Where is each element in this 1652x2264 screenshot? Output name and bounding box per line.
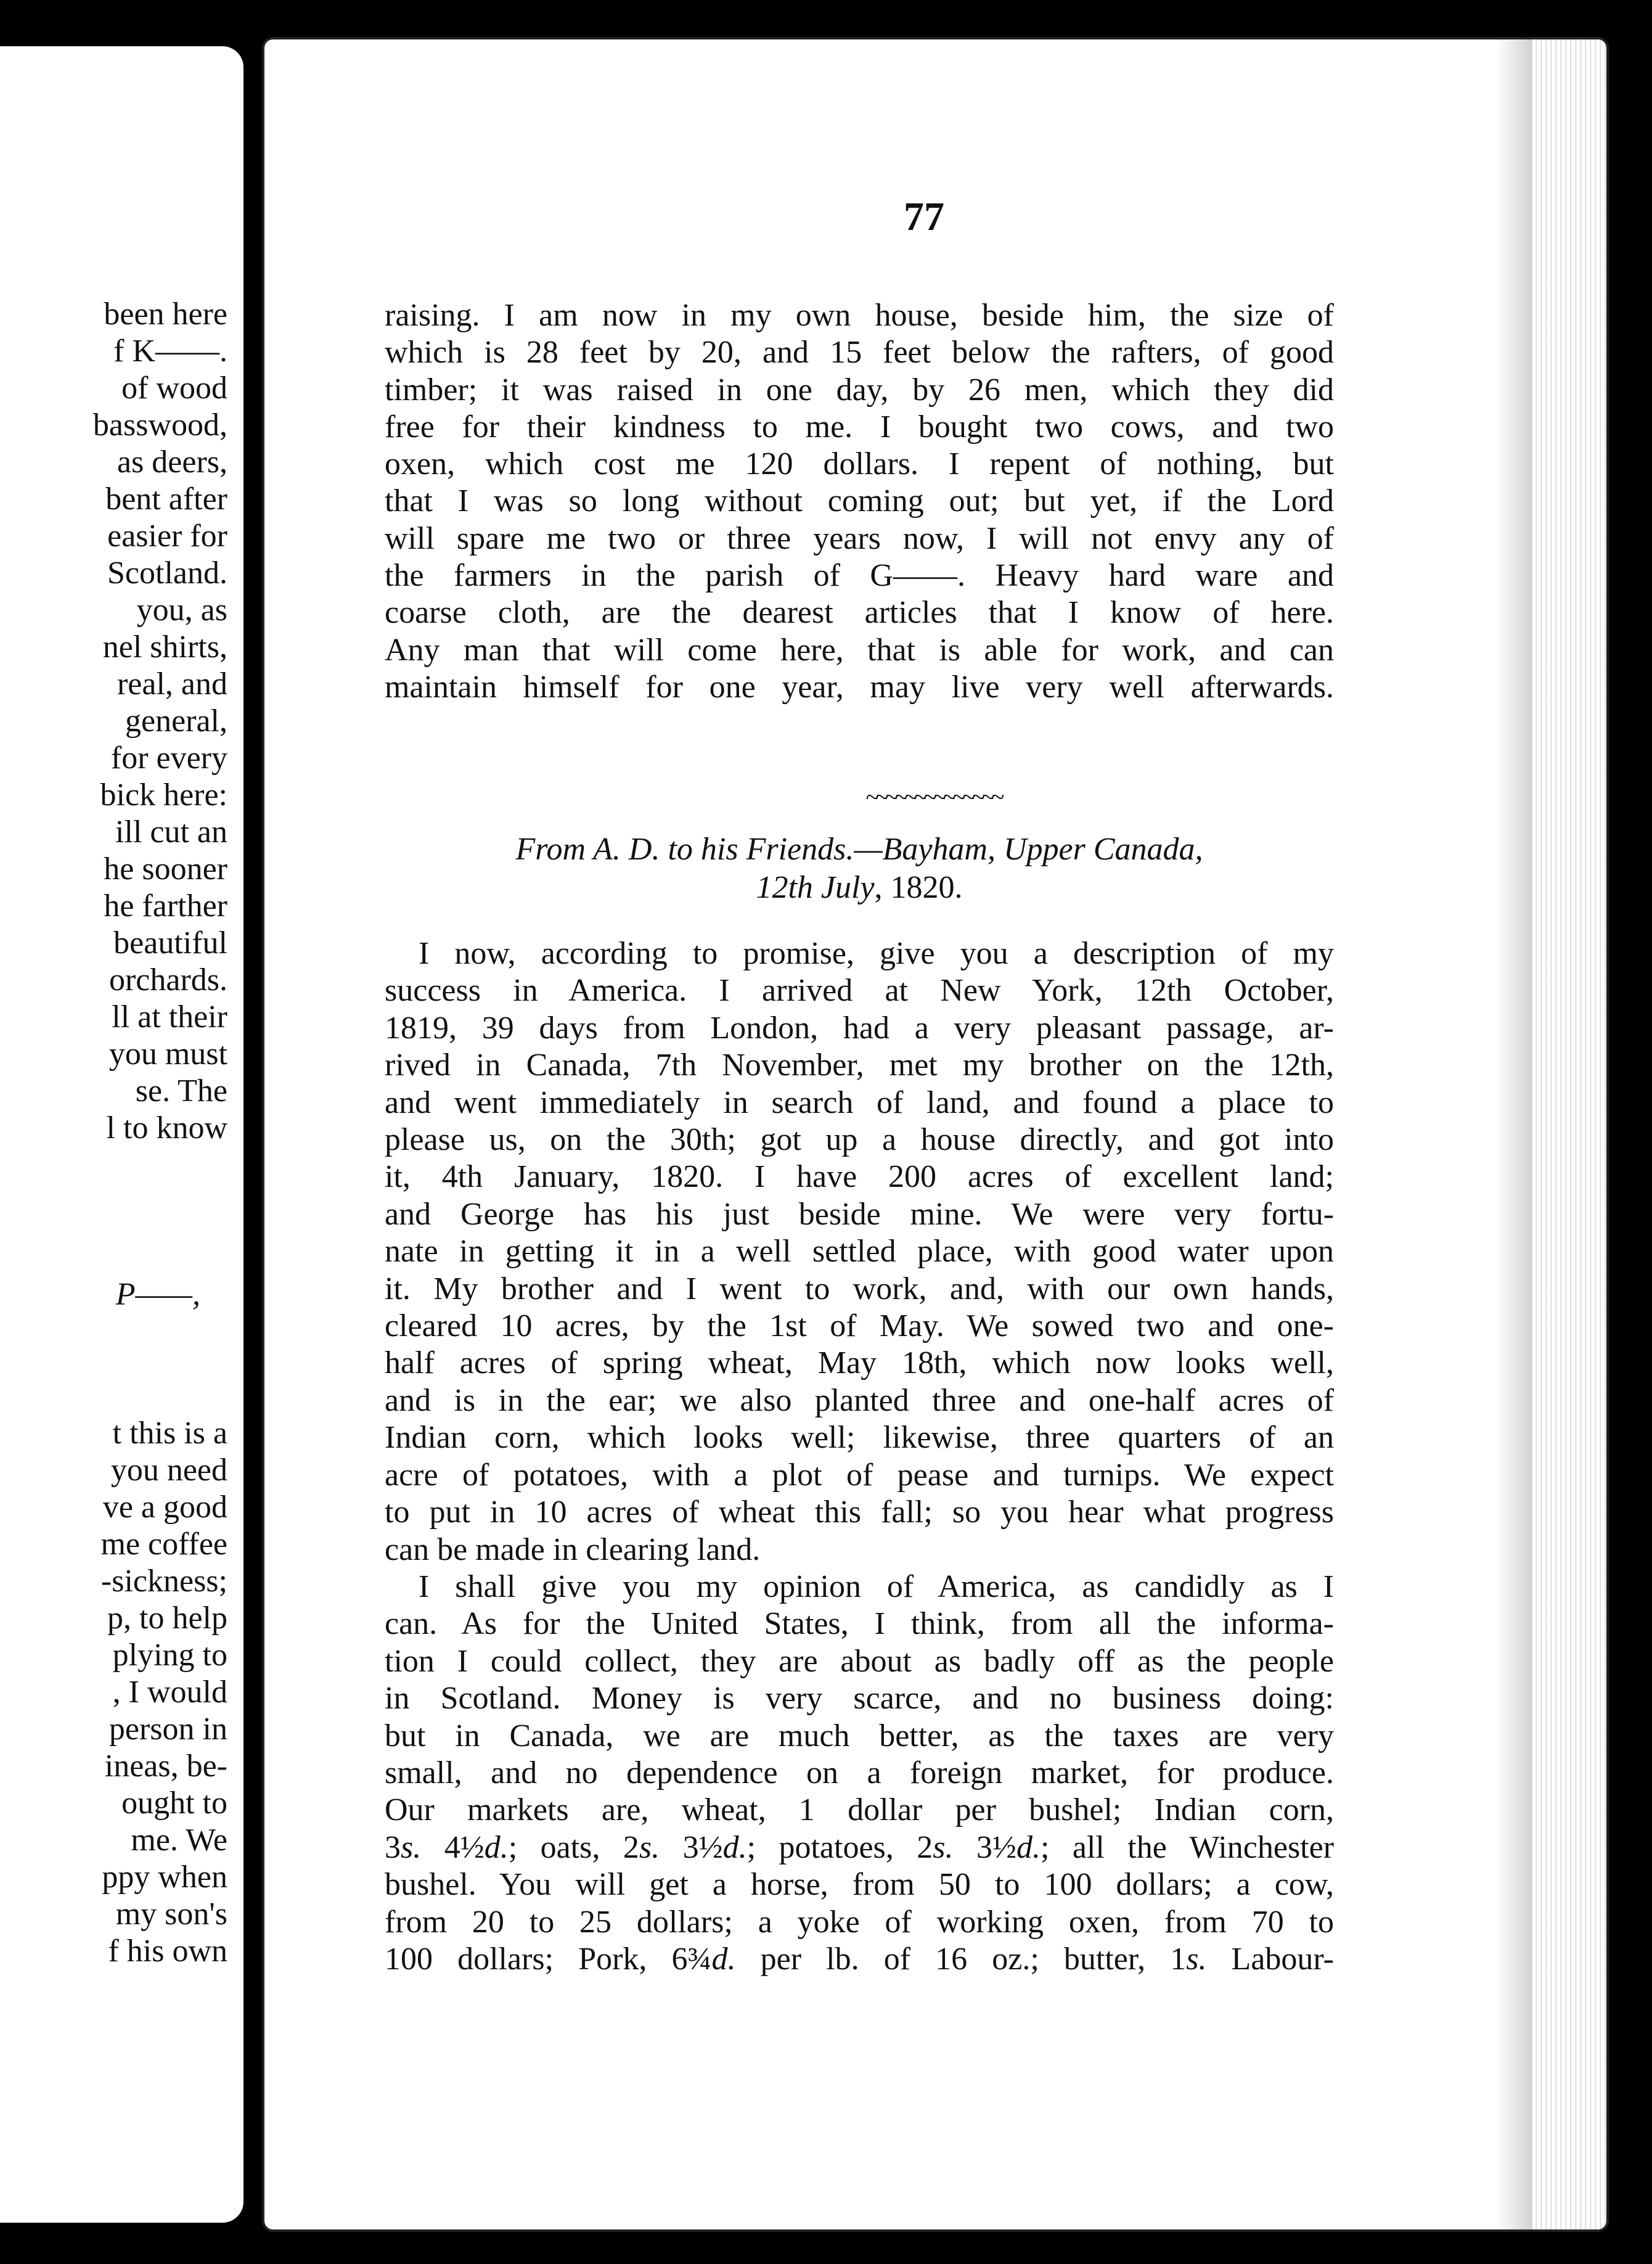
left-page-line: you, as [136, 593, 227, 628]
left-page-line: real, and [117, 666, 227, 702]
left-page-line: he sooner [104, 851, 227, 887]
left-page-line: t this is a [112, 1416, 227, 1451]
letter-year: , 1820. [874, 870, 963, 905]
price-text: Labour- [1206, 1941, 1334, 1977]
text-line: the farmers in the parish of G——. Heavy hard ware and [385, 558, 1334, 594]
letter-heading-line-2 [385, 869, 1334, 907]
text-line: timber; it was raised in one day, by 26 men, which they did [385, 372, 1334, 408]
text-line: Indian corn, which looks well; likewise, three quarters of an [385, 1420, 1334, 1456]
text-line: oxen, which cost me 120 dollars. I repent of nothing, but [385, 446, 1334, 482]
price-text: 100 dollars; Pork, 6¾ [385, 1941, 712, 1977]
price-text: per lb. of 16 oz.; butter, 1 [735, 1941, 1187, 1977]
left-page-line: me coffee [100, 1527, 227, 1562]
shilling-abbrev: s. [1186, 1941, 1207, 1977]
text-line: Any man that will come here, that is able for work, and can [385, 632, 1334, 668]
shilling-abbrev: s. [933, 1829, 954, 1865]
left-page-line: orchards. [108, 962, 227, 998]
text-line: to put in 10 acres of wheat this fall; so you hear what progress [385, 1495, 1334, 1530]
left-page-line: , I would [112, 1675, 227, 1710]
left-page-line: as deers, [117, 445, 227, 480]
price-text: 3½ [660, 1829, 723, 1865]
left-page-line: ought to [121, 1786, 227, 1821]
page-edge-shadow [1495, 39, 1532, 2229]
left-page-line: Scotland. [107, 556, 227, 591]
text-line-final [385, 1941, 1334, 1978]
text-line: raising. I am now in my own house, beside him, the size of [385, 298, 1334, 333]
left-page-line: plying to [112, 1638, 227, 1673]
main-page [262, 37, 1609, 2232]
text-line: small, and no dependence on a foreign market, for produce. [385, 1755, 1334, 1790]
pence-abbrev: d. [711, 1941, 736, 1977]
left-page-line: -sickness; [100, 1564, 227, 1599]
left-page-line: ill cut an [115, 814, 227, 850]
text-line: I shall give you my opinion of America, as candidly as I [419, 1569, 1334, 1604]
price-text: 3½ [953, 1829, 1016, 1865]
text-line: success in America. I arrived at New York, 12th October, [385, 973, 1334, 1009]
text-line: in Scotland. Money is very scarce, and no business doing: [385, 1681, 1334, 1716]
text-line-prices [385, 1829, 1334, 1866]
price-text: ; potatoes, 2 [746, 1829, 933, 1865]
letter-heading-line-1: From A. D. to his Friends.—Bayham, Upper Canada, [515, 832, 1203, 867]
text-line: rived in Canada, 7th November, met my brother on the 12th, [385, 1048, 1334, 1083]
left-page-line: basswood, [92, 408, 227, 443]
pence-abbrev: d. [1016, 1829, 1041, 1865]
text-line: Our markets are, wheat, 1 dollar per bushel; Indian corn, [385, 1792, 1334, 1828]
left-page-line: of wood [121, 371, 227, 406]
left-page-line: been here [104, 297, 227, 332]
left-page-line: beautiful [113, 925, 227, 961]
left-facing-page [0, 46, 243, 2223]
left-page-line: f his own [108, 1934, 227, 1969]
price-text: 3 [385, 1829, 401, 1865]
left-page-line: my son's [115, 1897, 227, 1932]
text-line: and went immediately in search of land, and found a place to [385, 1085, 1334, 1120]
pence-abbrev: d. [484, 1829, 509, 1865]
text-line: maintain himself for one year, may live very well afterwards. [385, 669, 1334, 705]
price-text: ; all the Winchester [1040, 1829, 1335, 1865]
left-page-line: for every [110, 740, 227, 776]
text-line: and is in the ear; we also planted three and one-half acres of [385, 1382, 1334, 1418]
left-page-line: general, [125, 703, 227, 739]
left-page-heading-fragment: P——, [115, 1277, 200, 1312]
left-page-line: f K——. [113, 334, 227, 369]
text-line: half acres of spring wheat, May 18th, which now looks well, [385, 1345, 1334, 1381]
left-page-line: nel shirts, [102, 630, 227, 665]
left-page-line: se. The [135, 1073, 227, 1109]
text-line: will spare me two or three years now, I will not envy any of [385, 520, 1334, 556]
left-page-line: p, to help [107, 1601, 227, 1636]
shilling-abbrev: s. [639, 1829, 660, 1865]
page-edge [1532, 39, 1606, 2229]
price-text: ; oats, 2 [508, 1829, 639, 1865]
letter-date: 12th July [756, 870, 875, 905]
text-line: it. My brother and I went to work, and, with our own hands, [385, 1271, 1334, 1306]
text-line: it, 4th January, 1820. I have 200 acres of excellent land; [385, 1159, 1334, 1195]
text-line: bushel. You will get a horse, from 50 to 100 dollars; a cow, [385, 1867, 1334, 1903]
shilling-abbrev: s. [401, 1829, 422, 1865]
text-line: coarse cloth, are the dearest articles that I know of here. [385, 595, 1334, 631]
letter-heading [385, 831, 1334, 907]
text-line: cleared 10 acres, by the 1st of May. We sowed two and one- [385, 1308, 1334, 1344]
left-page-line: person in [108, 1712, 227, 1747]
left-page-line: ll at their [112, 999, 227, 1035]
text-line: free for their kindness to me. I bought two cows, and two [385, 409, 1334, 445]
left-page-line: easier for [107, 519, 227, 554]
pence-abbrev: d. [722, 1829, 747, 1865]
left-page-line: bick here: [100, 777, 227, 813]
continued-paragraph [385, 297, 1334, 706]
left-page-line: you must [108, 1036, 227, 1072]
text-line: can be made in clearing land. [385, 1532, 761, 1567]
left-page-line: l to know [106, 1110, 227, 1146]
text-line: tion I could collect, they are about as badly off as the people [385, 1643, 1334, 1679]
left-page-line: ppy when [102, 1860, 227, 1895]
left-page-line: ineas, be- [104, 1749, 227, 1784]
text-line: acre of potatoes, with a plot of pease and turnips. We expect [385, 1457, 1334, 1493]
text-line: please us, on the 30th; got up a house directly, and got into [385, 1122, 1334, 1158]
ornamental-divider: ~~~~~~~~~~~~~~ [865, 783, 1001, 811]
text-line: nate in getting it in a well settled place, with good water upon [385, 1234, 1334, 1269]
text-line: from 20 to 25 dollars; a yoke of working oxen, from 70 to [385, 1904, 1334, 1940]
text-line: I now, according to promise, give you a description of my [419, 936, 1334, 971]
text-line: which is 28 feet by 20, and 15 feet below the rafters, of good [385, 335, 1334, 371]
left-page-line: ve a good [102, 1490, 227, 1525]
left-page-line: bent after [105, 482, 227, 517]
letter-body [385, 935, 1334, 1978]
left-page-line: you need [110, 1453, 227, 1488]
text-line: but in Canada, we are much better, as the taxes are very [385, 1718, 1334, 1753]
text-line: 1819, 39 days from London, had a very pleasant passage, ar- [385, 1010, 1334, 1046]
left-page-line: me. We [131, 1823, 227, 1858]
text-line: and George has his just beside mine. We were very fortu- [385, 1196, 1334, 1232]
page-number: 77 [904, 194, 944, 239]
price-text: 4½ [421, 1829, 485, 1865]
left-page-line: he farther [104, 888, 227, 924]
text-line: that I was so long without coming out; but yet, if the Lord [385, 483, 1334, 519]
text-line: can. As for the United States, I think, from all the informa- [385, 1606, 1334, 1642]
